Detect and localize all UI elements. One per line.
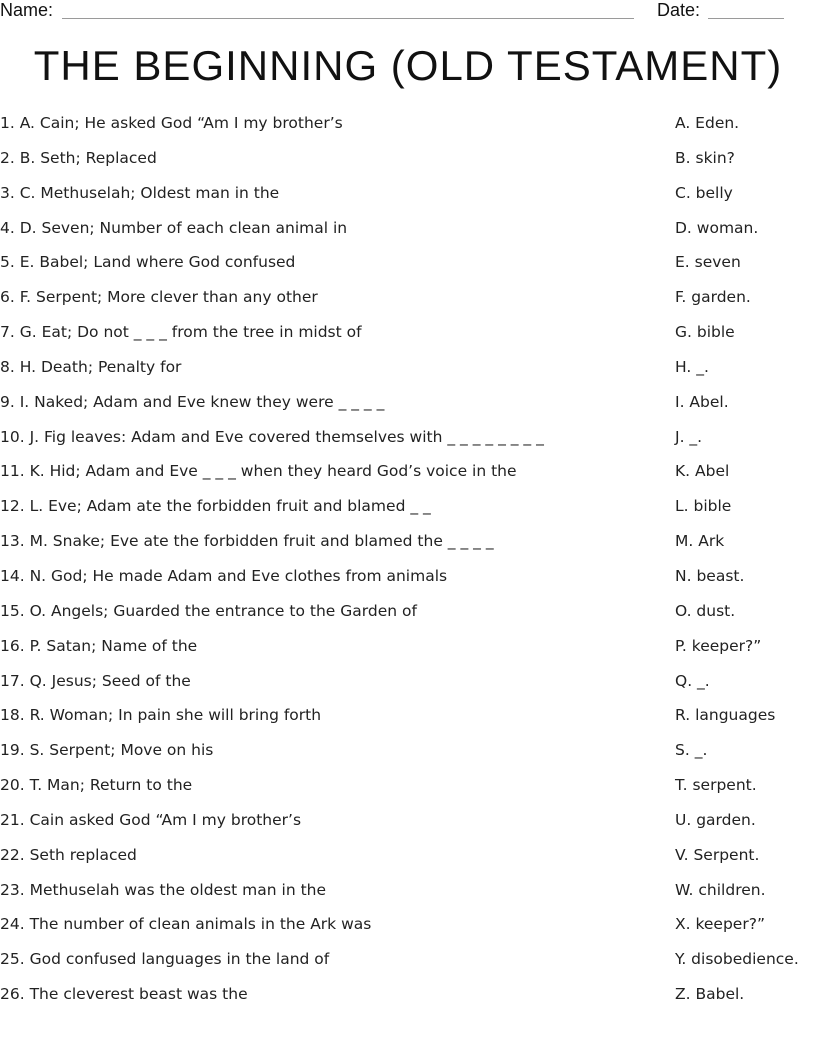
answer-item: Q. _. <box>675 671 710 690</box>
question-item: 6. F. Serpent; More clever than any other <box>0 288 318 307</box>
question-item: 11. K. Hid; Adam and Eve _ _ _ when they heard God’s voice in the <box>0 462 517 481</box>
question-item: 20. T. Man; Return to the <box>0 776 193 795</box>
question-item: 13. M. Snake; Eve ate the forbidden fruit and blamed the _ _ _ _ <box>0 532 494 551</box>
question-item: 8. H. Death; Penalty for <box>0 357 182 376</box>
answer-item: U. garden. <box>675 810 756 829</box>
answer-item: F. garden. <box>675 288 751 307</box>
question-item: 22. Seth replaced <box>0 845 137 864</box>
question-item: 19. S. Serpent; Move on his <box>0 741 214 760</box>
question-item: 14. N. God; He made Adam and Eve clothes from animals <box>0 566 448 585</box>
answer-item: Z. Babel. <box>675 985 745 1004</box>
question-item: 21. Cain asked God “Am I my brother’s <box>0 810 302 829</box>
question-item: 7. G. Eat; Do not _ _ _ from the tree in midst of <box>0 323 362 342</box>
question-item: 17. Q. Jesus; Seed of the <box>0 671 191 690</box>
answer-item: S. _. <box>675 741 708 760</box>
question-item: 26. The cleverest beast was the <box>0 985 248 1004</box>
answer-item: E. seven <box>675 253 741 272</box>
answer-item: H. _. <box>675 357 709 376</box>
answer-item: K. Abel <box>675 462 730 481</box>
date-label: Date: <box>657 0 701 20</box>
question-item: 3. C. Methuselah; Oldest man in the <box>0 183 280 202</box>
question-item: 10. J. Fig leaves: Adam and Eve covered themselves with _ _ _ _ _ _ _ _ <box>0 427 544 446</box>
question-list <box>0 113 660 1019</box>
answer-list <box>675 113 816 1019</box>
answer-item: V. Serpent. <box>675 845 760 864</box>
answer-item: G. bible <box>675 323 735 342</box>
answer-item: L. bible <box>675 497 732 516</box>
answer-item: Y. disobedience. <box>675 950 799 969</box>
worksheet-header <box>0 0 816 24</box>
answer-item: C. belly <box>675 183 733 202</box>
answer-item: P. keeper?” <box>675 636 762 655</box>
answer-item: O. dust. <box>675 601 736 620</box>
answer-item: W. children. <box>675 880 766 899</box>
answer-item: A. Eden. <box>675 114 740 132</box>
name-label: Name: <box>0 0 54 20</box>
question-item: 25. God confused languages in the land of <box>0 950 330 969</box>
answer-item: X. keeper?” <box>675 915 765 934</box>
question-item: 12. L. Eve; Adam ate the forbidden fruit and blamed _ _ <box>0 497 431 516</box>
answer-item: I. Abel. <box>675 392 729 411</box>
worksheet-title: THE BEGINNING (OLD TESTAMENT) <box>33 42 783 89</box>
question-item: 1. A. Cain; He asked God “Am I my brother’s <box>0 114 343 132</box>
question-item: 5. E. Babel; Land where God confused <box>0 253 296 272</box>
date-blank-line <box>708 18 784 19</box>
question-item: 15. O. Angels; Guarded the entrance to the Garden of <box>0 601 417 620</box>
answer-item: D. woman. <box>675 218 759 237</box>
answer-item: M. Ark <box>675 532 725 551</box>
question-item: 23. Methuselah was the oldest man in the <box>0 880 327 899</box>
answer-item: T. serpent. <box>675 776 757 795</box>
answer-item: R. languages <box>675 706 776 725</box>
question-item: 2. B. Seth; Replaced <box>0 148 157 167</box>
question-item: 9. I. Naked; Adam and Eve knew they were _ _ _ _ <box>0 392 385 411</box>
answer-item: N. beast. <box>675 566 745 585</box>
question-item: 24. The number of clean animals in the Ark was <box>0 915 372 934</box>
answer-item: B. skin? <box>675 148 735 167</box>
question-item: 16. P. Satan; Name of the <box>0 636 198 655</box>
question-item: 18. R. Woman; In pain she will bring forth <box>0 706 322 725</box>
answer-item: J. _. <box>675 427 703 446</box>
name-blank-line <box>62 18 634 19</box>
question-item: 4. D. Seven; Number of each clean animal in <box>0 218 348 237</box>
